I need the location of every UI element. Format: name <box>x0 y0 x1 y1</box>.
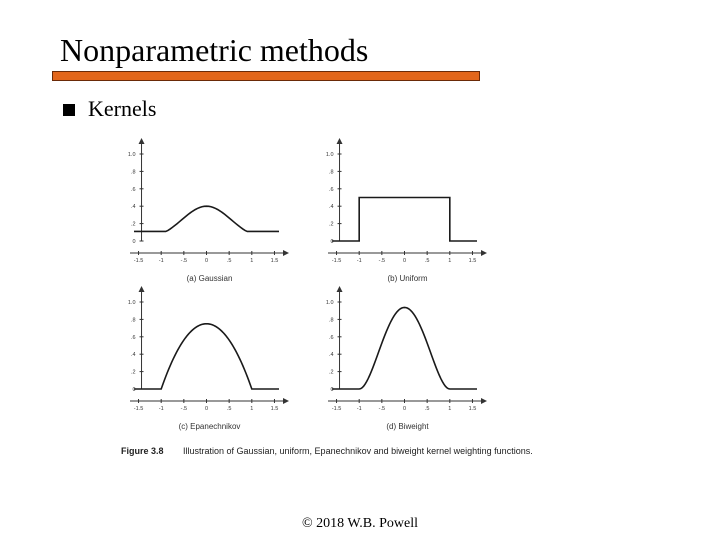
y-tick-label: 1.0 <box>127 300 136 306</box>
y-tick-label: .2 <box>328 221 334 228</box>
y-tick-label: .2 <box>130 369 136 376</box>
x-tick-label: -.5 <box>180 258 188 264</box>
x-tick-label: -1 <box>356 258 362 264</box>
x-tick-label: 1.5 <box>270 406 279 412</box>
y-tick-label: .4 <box>328 352 334 359</box>
x-axis-arrow-icon <box>481 250 487 256</box>
y-tick-label: .6 <box>328 334 334 341</box>
x-tick-label: 0 <box>204 406 209 412</box>
x-tick-label: -.5 <box>180 406 188 412</box>
y-tick-label: .4 <box>130 352 136 359</box>
x-tick-label: 0 <box>402 406 407 412</box>
y-tick-label: .8 <box>328 317 334 324</box>
y-axis-arrow-icon <box>139 138 145 144</box>
slide-title: Nonparametric methods <box>60 32 369 68</box>
y-tick-label: .8 <box>130 169 136 176</box>
x-tick-label: -1.5 <box>133 406 144 412</box>
figure-caption <box>121 445 551 457</box>
y-tick-label: .8 <box>130 317 136 324</box>
x-tick-label: 1 <box>448 406 452 412</box>
x-tick-label: .5 <box>424 258 430 264</box>
y-axis-arrow-icon <box>139 286 145 292</box>
y-tick-label: .2 <box>130 221 136 228</box>
x-tick-label: -1 <box>356 406 362 412</box>
y-tick-label: 0 <box>132 239 136 245</box>
x-tick-label: -1 <box>158 406 164 412</box>
square-bullet-icon <box>63 104 75 116</box>
x-tick-label: 1 <box>250 406 254 412</box>
x-axis-arrow-icon <box>481 398 487 404</box>
x-axis-arrow-icon <box>283 250 289 256</box>
kernel-panel-3 <box>128 286 289 431</box>
y-tick-label: .6 <box>130 334 136 341</box>
x-tick-label: 1.5 <box>468 258 477 264</box>
kernel-curve <box>134 206 279 231</box>
panel-title: (a) Gaussian <box>186 274 233 283</box>
y-tick-label: .4 <box>130 204 136 211</box>
x-tick-label: -1.5 <box>331 406 342 412</box>
panel-title: (d) Biweight <box>386 422 429 431</box>
x-tick-label: -1.5 <box>133 258 144 264</box>
y-tick-label: .4 <box>328 204 334 211</box>
y-tick-label: 0 <box>330 387 334 393</box>
footer-copyright: © 2018 W.B. Powell <box>301 516 419 531</box>
bullet-item <box>63 95 156 123</box>
y-tick-label: .6 <box>328 186 334 193</box>
x-tick-label: 0 <box>402 258 407 264</box>
x-tick-label: .5 <box>226 258 232 264</box>
kernel-curve <box>134 324 279 389</box>
panel-title: (b) Uniform <box>387 274 428 283</box>
y-axis-arrow-icon <box>337 138 343 144</box>
x-tick-label: 1 <box>448 258 452 264</box>
x-axis-arrow-icon <box>283 398 289 404</box>
figure-caption-text: Illustration of Gaussian, uniform, Epanechnikov and biweight kernel weighting functions. <box>183 446 533 456</box>
y-axis-arrow-icon <box>337 286 343 292</box>
y-tick-label: 0 <box>330 239 334 245</box>
x-tick-label: .5 <box>424 406 430 412</box>
kernel-panel-4 <box>326 286 487 431</box>
panel-title: (c) Epanechnikov <box>178 422 241 431</box>
y-tick-label: .2 <box>328 369 334 376</box>
x-tick-label: .5 <box>226 406 232 412</box>
y-tick-label: .6 <box>130 186 136 193</box>
y-tick-label: .8 <box>328 169 334 176</box>
y-tick-label: 0 <box>132 387 136 393</box>
kernel-curve <box>332 198 477 242</box>
x-tick-label: 1.5 <box>468 406 477 412</box>
kernel-figure <box>110 136 550 476</box>
kernel-curve <box>332 307 477 389</box>
figure-number: Figure 3.8 <box>121 446 164 456</box>
title-accent-bar <box>52 71 480 81</box>
x-tick-label: 0 <box>204 258 209 264</box>
bullet-text: Kernels <box>88 96 157 121</box>
x-tick-label: -1 <box>158 258 164 264</box>
x-tick-label: -.5 <box>378 258 386 264</box>
y-tick-label: 1.0 <box>127 152 136 158</box>
kernel-panel-1 <box>128 138 289 283</box>
y-tick-label: 1.0 <box>325 152 334 158</box>
kernel-panel-2 <box>326 138 487 283</box>
x-tick-label: 1.5 <box>270 258 279 264</box>
x-tick-label: 1 <box>250 258 254 264</box>
x-tick-label: -1.5 <box>331 258 342 264</box>
kernel-plots <box>110 136 550 441</box>
x-tick-label: -.5 <box>378 406 386 412</box>
y-tick-label: 1.0 <box>325 300 334 306</box>
